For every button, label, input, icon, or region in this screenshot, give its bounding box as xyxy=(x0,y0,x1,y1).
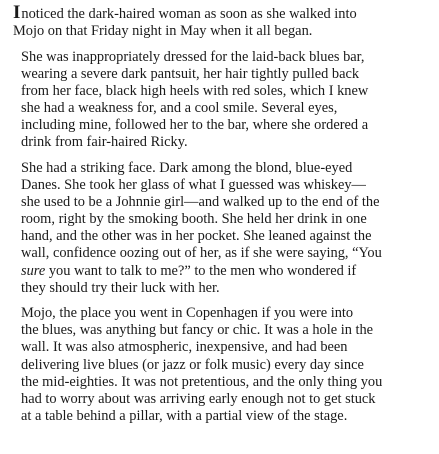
drop-cap: I xyxy=(13,2,21,23)
text-line: She had a striking face. Dark among the blond, blue-eyed xyxy=(21,159,353,176)
text-line: from her face, black high heels with red soles, which I knew xyxy=(21,82,369,99)
text-line: they should try their luck with her. xyxy=(21,279,220,296)
text-line: Danes. She took her glass of what I guessed was whiskey— xyxy=(21,177,366,194)
paragraph-2 xyxy=(13,49,433,152)
text-line: the blues, was anything but fancy or chic. It was a hole in the xyxy=(21,322,374,339)
text-line: delivering live blues (or jazz or folk music) every day since xyxy=(21,356,364,373)
text-line: had to worry about was arriving early enough not to get stuck xyxy=(21,390,376,407)
text-line: sure you want to talk to me?” to the men who wondered if xyxy=(21,262,357,279)
text-line: she had a weakness for, and a cool smile. Several eyes, xyxy=(21,100,338,117)
text-line: Inoticed the dark-haired woman as soon as she walked into xyxy=(13,2,357,23)
text-line: at a table behind a pillar, with a partial view of the stage. xyxy=(21,407,348,424)
text-line: wall. It was also atmospheric, inexpensive, and had been xyxy=(21,339,348,356)
text-line: including mine, followed her to the bar, where she ordered a xyxy=(21,117,369,134)
text-line: wearing a severe dark pantsuit, her hair tightly pulled back xyxy=(21,65,360,82)
paragraph-3 xyxy=(13,160,433,297)
paragraph-1 xyxy=(13,4,433,40)
text-line: the mid-eighties. It was not pretentious, and the only thing you xyxy=(21,373,383,390)
text-line: hand, and the other was in her pocket. She leaned against the xyxy=(21,228,372,245)
text-line: drink from fair-haired Ricky. xyxy=(21,134,188,151)
text-line: she used to be a Johnnie girl—and walked up to the end of the xyxy=(21,194,380,211)
emphasis: sure xyxy=(21,262,46,279)
book-page xyxy=(13,4,433,434)
text-line: room, right by the smoking booth. She held her drink in one xyxy=(21,211,367,228)
text-line: wall, confidence oozing out of her, as if she were saying, “You xyxy=(21,245,382,262)
text-line: Mojo, the place you went in Copenhagen if you were into xyxy=(21,305,354,322)
paragraph-4 xyxy=(13,305,433,425)
text-line: Mojo on that Friday night in May when it all began. xyxy=(13,23,313,40)
text-line: She was inappropriately dressed for the laid-back blues bar, xyxy=(21,48,365,65)
